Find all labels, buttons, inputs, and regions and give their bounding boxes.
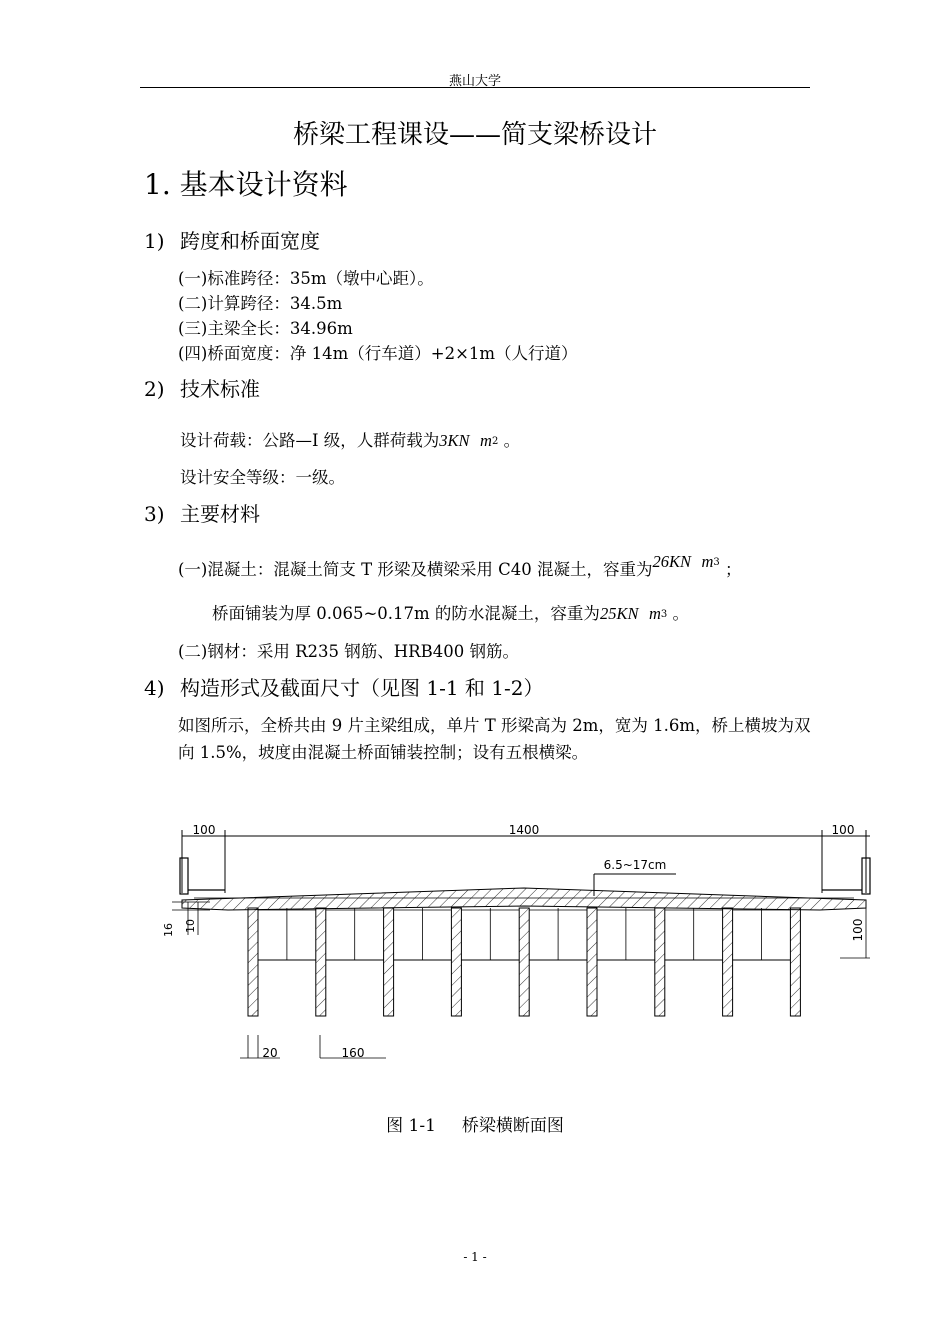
list-item: (四)桥面宽度：净 14m（行车道）+2×1m（人行道） [178, 344, 578, 363]
list-item: (三)主梁全长：34.96m [178, 319, 353, 338]
girder-web [384, 908, 394, 1016]
safety-grade-line: 设计安全等级：一级。 [180, 468, 345, 487]
design-load-line: 设计荷载：公路—I 级，人群荷载为3KN m2 。 [180, 431, 521, 450]
girder-web [451, 908, 461, 1016]
load-value: 3 [439, 431, 448, 450]
girder-web [790, 908, 800, 1016]
subsection-number: 3) [144, 502, 165, 526]
caption-number: 图 1-1 [386, 1116, 436, 1136]
girder-web [316, 908, 326, 1016]
girder-web [723, 908, 733, 1016]
dim-16: 16 [162, 923, 175, 937]
section-number: 1. [144, 168, 171, 201]
subsection-title: 跨度和桥面宽度 [180, 229, 320, 253]
page-number: - 1 - [463, 1250, 487, 1264]
dim-left-sidewalk: 100 [192, 823, 216, 837]
deck-slab [182, 888, 866, 910]
caption-text: 桥梁横断面图 [461, 1116, 564, 1136]
dim-right-sidewalk: 100 [831, 823, 855, 837]
top-dimension-lines [182, 830, 870, 893]
steel-line: (二)钢材：采用 R235 钢筋、HRB400 钢筋。 [178, 642, 519, 661]
dim-roadway: 1400 [508, 823, 540, 837]
girder-group [248, 908, 800, 1016]
section-title: 基本设计资料 [179, 168, 348, 201]
subsection-title: 构造形式及截面尺寸（见图 1-1 和 1-2） [180, 676, 544, 700]
dim-pavement: 6.5~17cm [603, 858, 667, 872]
girder-web [519, 908, 529, 1016]
list-item: (二)计算跨径：34.5m [178, 294, 343, 313]
subsection-title: 技术标准 [180, 377, 260, 401]
girder-web [655, 908, 665, 1016]
concrete-line: (一)混凝土：混凝土简支 T 形梁及横梁采用 C40 混凝土，容重为26KN $m^3$ ； [178, 552, 742, 579]
running-header: 燕山大学 [448, 74, 501, 89]
subsection-number: 4) [144, 676, 165, 700]
girder-web [248, 908, 258, 1016]
subsection-number: 1) [144, 229, 165, 253]
figure-caption [0, 1111, 950, 1136]
dim-web-width: 20 [262, 1046, 278, 1060]
girder-web [587, 908, 597, 1016]
document-title: 桥梁工程课设——简支梁桥设计 [292, 120, 657, 150]
subsection-title: 主要材料 [180, 502, 260, 526]
dim-beam-spacing: 160 [341, 1046, 365, 1060]
list-item: (一)标准跨径：35m（墩中心距）。 [178, 269, 434, 288]
structure-paragraph: 如图所示，全桥共由 9 片主梁组成，单片 T 形梁高为 2m，宽为 1.6m，桥上横坡为双向 1.5%，坡度由混凝土桥面铺装控制；设有五根横梁。 [178, 716, 811, 762]
subsection-number: 2) [144, 377, 165, 401]
dim-beam-height: 100 [851, 918, 865, 942]
dim-10: 10 [184, 919, 197, 933]
deck-pavement-line: 桥面铺装为厚 0.065~0.17m 的防水混凝土，容重为25KN m3 。 [212, 604, 689, 623]
